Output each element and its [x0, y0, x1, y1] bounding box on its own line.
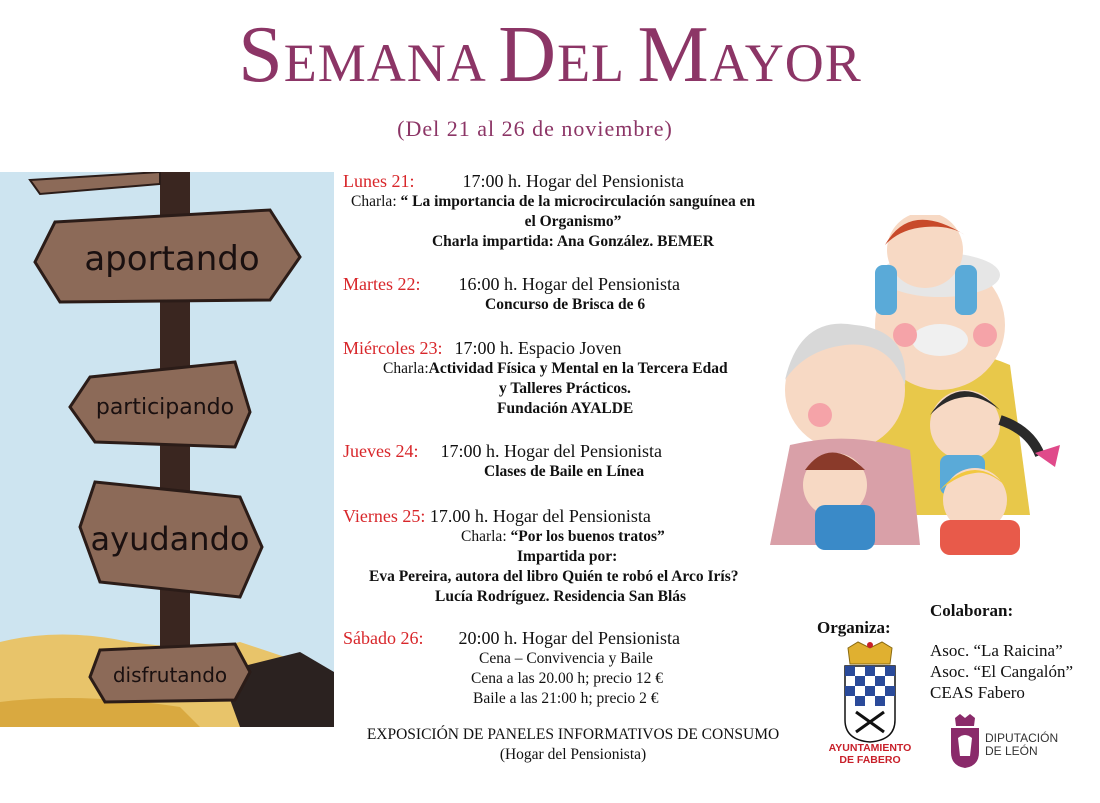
detail-line: el Organismo” [524, 213, 622, 230]
detail-line: Concurso de Brisca de 6 [485, 296, 646, 313]
family-illustration [760, 215, 1090, 560]
detail-line: y Talleres Prácticos. [499, 380, 631, 397]
detail-line: Clases de Baile en Línea [484, 463, 645, 480]
detail-line: Cena – Convivencia y Baile [479, 650, 653, 667]
detail-line: Charla:Actividad Física y Mental en la Tercera Edad [383, 360, 728, 377]
detail-line: Baile a las 21:00 h; precio 2 € [473, 690, 659, 707]
detail-line: Charla: “Por los buenos tratos” [461, 528, 665, 545]
organiza-label: Organiza: [817, 618, 891, 637]
day-name: Sábado 26: [343, 628, 424, 648]
day-event: 16:00 h. Hogar del Pensionista [458, 274, 680, 294]
date-range-subtitle: (Del 21 al 26 de noviembre) [397, 116, 673, 141]
title-word-2: DEL [498, 11, 624, 99]
exposition-note [343, 725, 803, 765]
collaborator-item: Asoc. “La Raicina” [930, 641, 1063, 660]
exposition-title: EXPOSICIÓN DE PANELES INFORMATIVOS DE CONSUMO [366, 726, 780, 743]
schedule-day-tuesday [343, 273, 823, 315]
diputacion-leon-logo-text: DIPUTACIÓN DE LEÓN [985, 731, 1059, 758]
sign-participando: participando [95, 395, 235, 420]
diputacion-leon-lion-icon [945, 712, 985, 770]
detail-line: Charla impartida: Ana González. BEMER [431, 233, 714, 250]
day-event: 17.00 h. Hogar del Pensionista [429, 506, 651, 526]
title-word-1: SEMANA [238, 11, 484, 99]
sign-aportando: aportando [84, 239, 260, 279]
day-event: 17:00 h. Hogar del Pensionista [440, 441, 662, 461]
signpost-illustration [0, 172, 334, 727]
day-name: Miércoles 23: [343, 338, 443, 358]
day-name: Jueves 24: [343, 441, 419, 461]
sign-ayudando: ayudando [90, 520, 250, 558]
exposition-location: (Hogar del Pensionista) [499, 746, 647, 763]
ayuntamiento-fabero-logo-text: AYUNTAMIENTO DE FABERO [828, 742, 912, 766]
colaboran-label: Colaboran: [930, 601, 1014, 620]
day-name: Lunes 21: [343, 171, 415, 191]
day-name: Viernes 25: [343, 506, 426, 526]
detail-line: Eva Pereira, autora del libro Quién te robó el Arco Irís? [369, 568, 739, 585]
detail-line: Lucía Rodríguez. Residencia San Blás [435, 588, 687, 605]
day-event: 17:00 h. Espacio Joven [454, 338, 622, 358]
detail-line: Fundación AYALDE [497, 400, 634, 417]
schedule-day-monday [343, 170, 823, 252]
day-name: Martes 22: [343, 274, 421, 294]
schedule-day-thursday [343, 440, 823, 482]
day-event: 17:00 h. Hogar del Pensionista [462, 171, 684, 191]
sign-disfrutando: disfrutando [112, 663, 228, 687]
detail-line: Cena a las 20.00 h; precio 12 € [471, 670, 663, 687]
schedule-day-saturday [343, 627, 823, 709]
page-title [0, 10, 1100, 101]
collaborator-item: Asoc. “El Cangalón” [930, 662, 1074, 681]
day-event: 20:00 h. Hogar del Pensionista [458, 628, 680, 648]
collaborators-list [930, 640, 1073, 703]
schedule-day-wednesday [343, 337, 823, 419]
collaborator-item: CEAS Fabero [930, 683, 1025, 702]
detail-line: Impartida por: [517, 548, 618, 565]
detail-line: Charla: “ La importancia de la microcirculación sanguínea en [351, 193, 756, 210]
schedule-day-friday [343, 505, 823, 607]
title-word-3: MAYOR [637, 11, 862, 99]
